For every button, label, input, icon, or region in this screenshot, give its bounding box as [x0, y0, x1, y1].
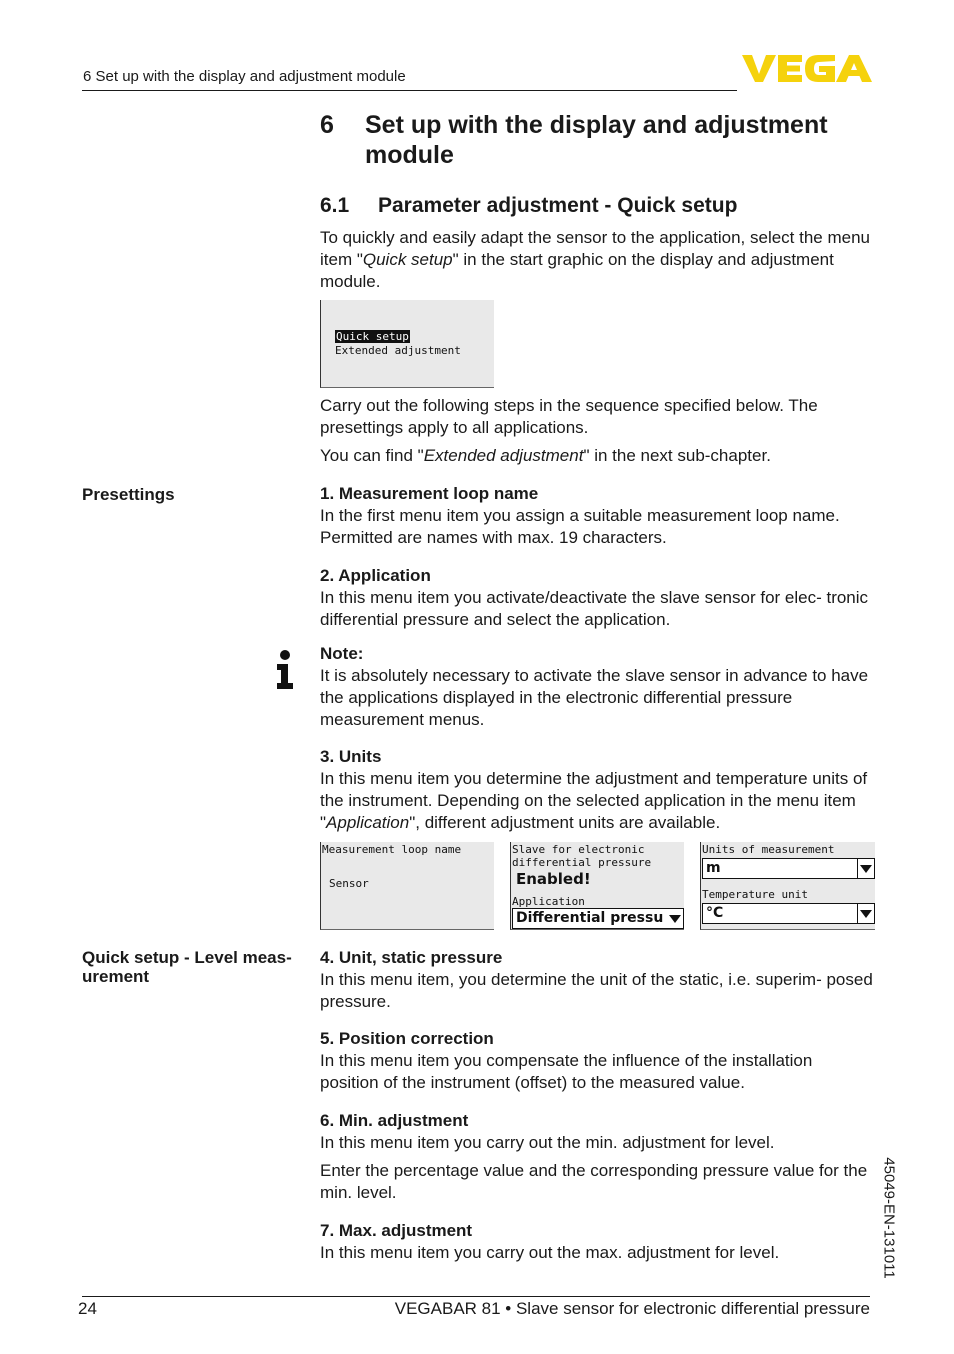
intro-emphasis: Quick setup [362, 250, 453, 269]
find-emphasis: Extended adjustment [423, 446, 584, 465]
side-label-quick-setup-level: Quick setup - Level meas- urement [82, 948, 292, 986]
step-5-title: 5. Position correction [320, 1029, 494, 1048]
step-1-text: In the first menu item you assign a suitable measurement loop name. Permitted are names with max. 19 characters. [320, 506, 840, 547]
intro-text-a: To quickly and easily adapt the sensor to the application, select the menu item " [320, 228, 871, 269]
menu-quick-setup: Quick setup [336, 330, 409, 343]
vega-logo [742, 52, 872, 84]
step-1 [320, 483, 875, 549]
step-6-extra: Enter the percentage value and the corresponding pressure value for the min. level. [320, 1161, 868, 1202]
units-value: m [706, 860, 721, 876]
step-6 [320, 1110, 875, 1154]
find-text-a: You can find " [320, 446, 424, 465]
step-6-title: 6. Min. adjustment [320, 1111, 469, 1130]
loop-name-value: Sensor [329, 877, 369, 890]
section-heading [320, 194, 738, 218]
document-code [874, 1148, 904, 1288]
step-2 [320, 565, 875, 631]
footer-title: VEGABAR 81 • Slave sensor for electronic differential pressure [394, 1299, 870, 1318]
lcd-loop-name-screen [320, 842, 494, 930]
lcd-start-screen [320, 300, 494, 388]
section-title: Parameter adjustment - Quick setup [378, 194, 738, 217]
footer-rule [82, 1296, 870, 1297]
chapter-title: Set up with the display and adjustment module [365, 111, 828, 169]
note [320, 643, 875, 731]
lcd-slave-screen [510, 842, 684, 930]
slave-line-2: differential pressure [512, 856, 652, 869]
section-number: 6.1 [320, 194, 350, 217]
menu-extended-adjustment: Extended adjustment [335, 344, 461, 357]
document-code-text: 45049-EN-131011 [880, 1157, 898, 1279]
slave-state: Enabled! [516, 870, 591, 888]
header-rule [82, 90, 737, 91]
step-2-text: In this menu item you activate/deactivate the slave sensor for elec- tronic differential pressure and select the application. [320, 588, 869, 629]
step-3 [320, 746, 875, 834]
units-dropdown [702, 858, 875, 879]
slave-line-1: Slave for electronic [512, 843, 645, 856]
chevron-down-icon [667, 909, 683, 928]
step-3-text-a: In this menu item you determine the adjustment and temperature units of the instrument. Depending on the selected application in the menu item " [320, 769, 868, 832]
step-2-title: 2. Application [320, 566, 431, 585]
find-paragraph [320, 445, 875, 467]
note-title: Note: [320, 644, 364, 663]
step-5-text: In this menu item you compensate the influence of the installation position of the instrument (offset) to the measured value. [320, 1051, 813, 1092]
chevron-down-icon [857, 904, 874, 923]
step-3-text-b: ", different adjustment units are available. [409, 813, 721, 832]
loop-name-title: Measurement loop name [322, 843, 462, 856]
step-5 [320, 1028, 875, 1094]
step-4-title: 4. Unit, static pressure [320, 948, 503, 967]
side-label-presettings: Presettings [82, 485, 175, 504]
step-3-emphasis: Application [326, 813, 410, 832]
step-7-title: 7. Max. adjustment [320, 1221, 473, 1240]
step-1-title: 1. Measurement loop name [320, 484, 539, 503]
note-text: It is absolutely necessary to activate the slave sensor in advance to have the applications displayed in the electronic differential pressure measurement menus. [320, 666, 869, 729]
intro-text-b: " in the start graphic on the display and adjustment module. [320, 250, 834, 291]
step-3-title: 3. Units [320, 747, 382, 766]
application-dropdown [512, 908, 684, 929]
step-4 [320, 947, 875, 1013]
temperature-unit-label: Temperature unit [702, 888, 808, 901]
chevron-down-icon [857, 859, 874, 878]
units-label: Units of measurement [702, 843, 835, 856]
step-6-text: In this menu item you carry out the min. adjustment for level. [320, 1133, 775, 1152]
running-header: 6 Set up with the display and adjustment module [83, 68, 406, 85]
step-7 [320, 1220, 875, 1264]
lcd-units-screen [700, 842, 875, 930]
intro-paragraph [320, 227, 875, 293]
page-number: 24 [78, 1299, 97, 1318]
find-text-b: " in the next sub-chapter. [583, 446, 771, 465]
chapter-number: 6 [320, 111, 334, 139]
step-7-text: In this menu item you carry out the max. adjustment for level. [320, 1243, 780, 1262]
temperature-unit-value: °C [706, 905, 724, 921]
application-value: Differential pressu [516, 910, 664, 926]
application-label: Application [512, 895, 585, 908]
info-icon [276, 650, 294, 690]
carry-out-paragraph: Carry out the following steps in the sequence specified below. The presettings apply to all applications. [320, 396, 818, 437]
temperature-unit-dropdown [702, 903, 875, 924]
step-4-text: In this menu item, you determine the unit of the static, i.e. superim- posed pressure. [320, 970, 873, 1011]
